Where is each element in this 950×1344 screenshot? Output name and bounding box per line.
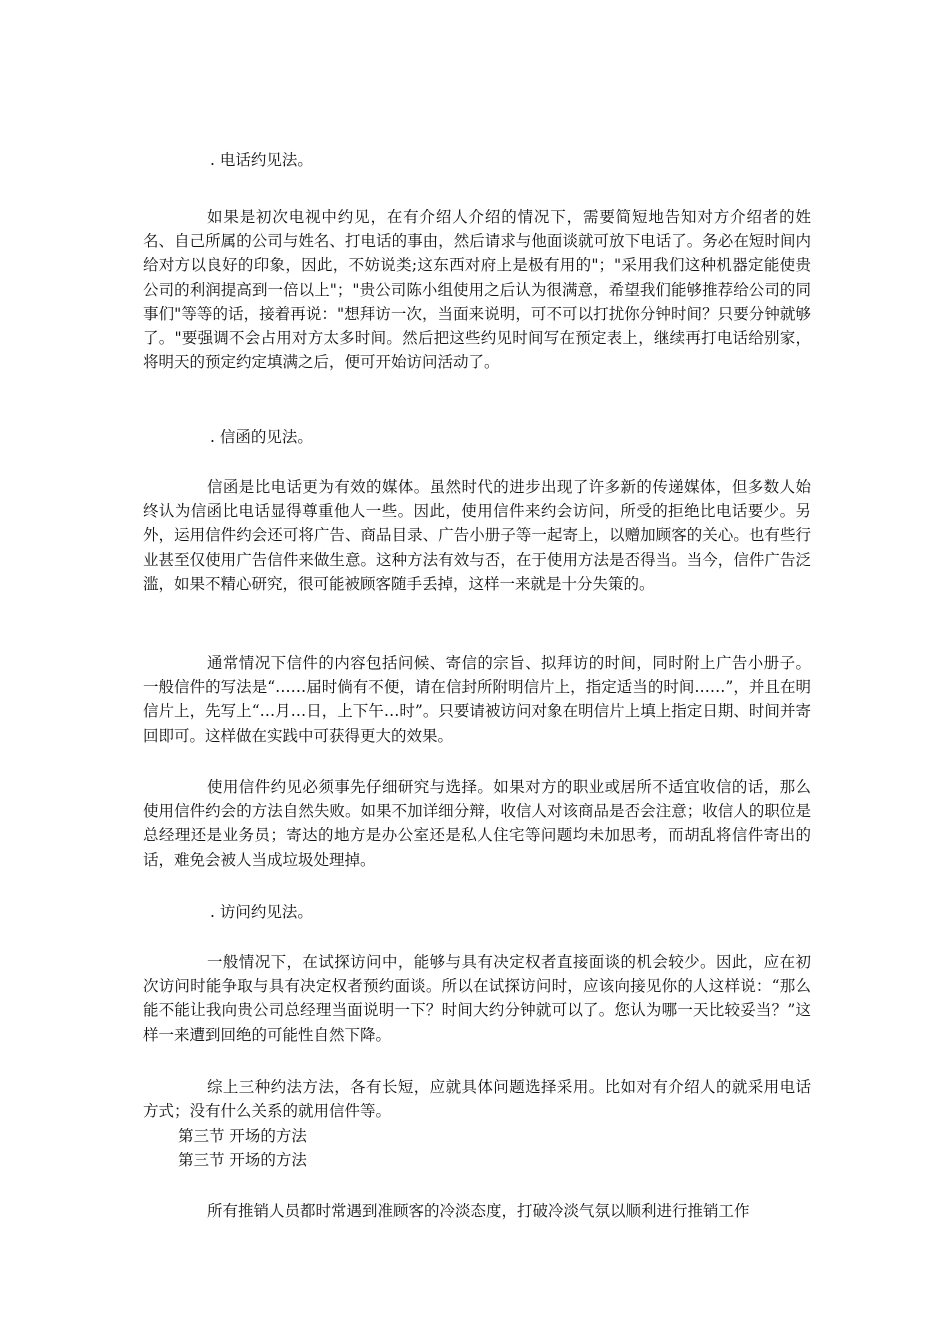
paragraph-letter-2: 通常情况下信件的内容包括问候、寄信的宗旨、拟拜访的时间，同时附上广告小册子。一般信件的写法是“……届时倘有不便，请在信封所附明信片上，指定适当的时间……”，并且在明信片上，先写上“…月…日，上下午…时”。只要请被访问对象在明信片上填上指定日期、时间并寄回即可。这样做在实践中可获得更大的效果。 (143, 654, 811, 745)
heading-visit-appointment: . 访问约见法。 (210, 903, 313, 921)
heading-phone-appointment: . 电话约见法。 (210, 151, 313, 169)
paragraph-visit-appointment: 一般情况下，在试探访问中，能够与具有决定权者直接面谈的机会较少。因此，应在初次访问时能争取与具有决定权者预约面谈。所以在试探访问时，应该向接见你的人这样说：“那么能不能让我向贵公司总经理当面说明一下？时间大约分钟就可以了。您认为哪一天比较妥当？”这样一来遭到回绝的可能性自然下降。 (143, 953, 811, 1044)
section-title-opening: 第三节 开场的方法 (178, 1127, 307, 1145)
paragraph-opening: 所有推销人员都时常遇到准顾客的冷淡态度，打破冷淡气氛以顺利进行推销工作 (207, 1202, 750, 1220)
paragraph-phone-appointment: 如果是初次电视中约见，在有介绍人介绍的情况下，需要简短地告知对方介绍者的姓名、自己所属的公司与姓名、打电话的事由，然后请求与他面谈就可放下电话了。务必在短时间内给对方以良好的印象，因此，不妨说类;这东西对府上是极有用的"；"采用我们这种机器定能使贵公司的利润提高到一倍以上"；"贵公司陈小组使用之后认为很满意，希望我们能够推荐给公司的同事们"等等的话，接着再说："想拜访一次，当面来说明，可不可以打扰你分钟时间？只要分钟就够了。"要强调不会占用对方太多时间。然后把这些约见时间写在预定表上，继续再打电话给别家，将明天的预定约定填满之后，便可开始访问活动了。 (143, 208, 811, 372)
heading-letter-appointment: . 信函的见法。 (210, 428, 313, 446)
section-title-opening-repeat: 第三节 开场的方法 (178, 1151, 307, 1169)
paragraph-summary: 综上三种约法方法，各有长短，应就具体问题选择采用。比如对有介绍人的就采用电话方式；没有什么关系的就用信件等。 (143, 1078, 811, 1121)
paragraph-letter-1: 信函是比电话更为有效的媒体。虽然时代的进步出现了许多新的传递媒体，但多数人始终认为信函比电话显得尊重他人一些。因此，使用信件来约会访问，所受的拒绝比电话要少。另外，运用信件约会还可将广告、商品目录、广告小册子等一起寄上，以赠加顾客的关心。也有些行业甚至仅使用广告信件来做生意。这种方法有效与否，在于使用方法是否得当。当今，信件广告泛滥，如果不精心研究，很可能被顾客随手丢掉，这样一来就是十分失策的。 (143, 478, 811, 593)
paragraph-letter-3: 使用信件约见必须事先仔细研究与选择。如果对方的职业或居所不适宜收信的话，那么使用信件约会的方法自然失败。如果不加详细分辩，收信人对该商品是否会注意；收信人的职位是总经理还是业务员；寄达的地方是办公室还是私人住宅等问题均未加思考，而胡乱将信件寄出的话，难免会被人当成垃圾处理掉。 (143, 778, 811, 869)
